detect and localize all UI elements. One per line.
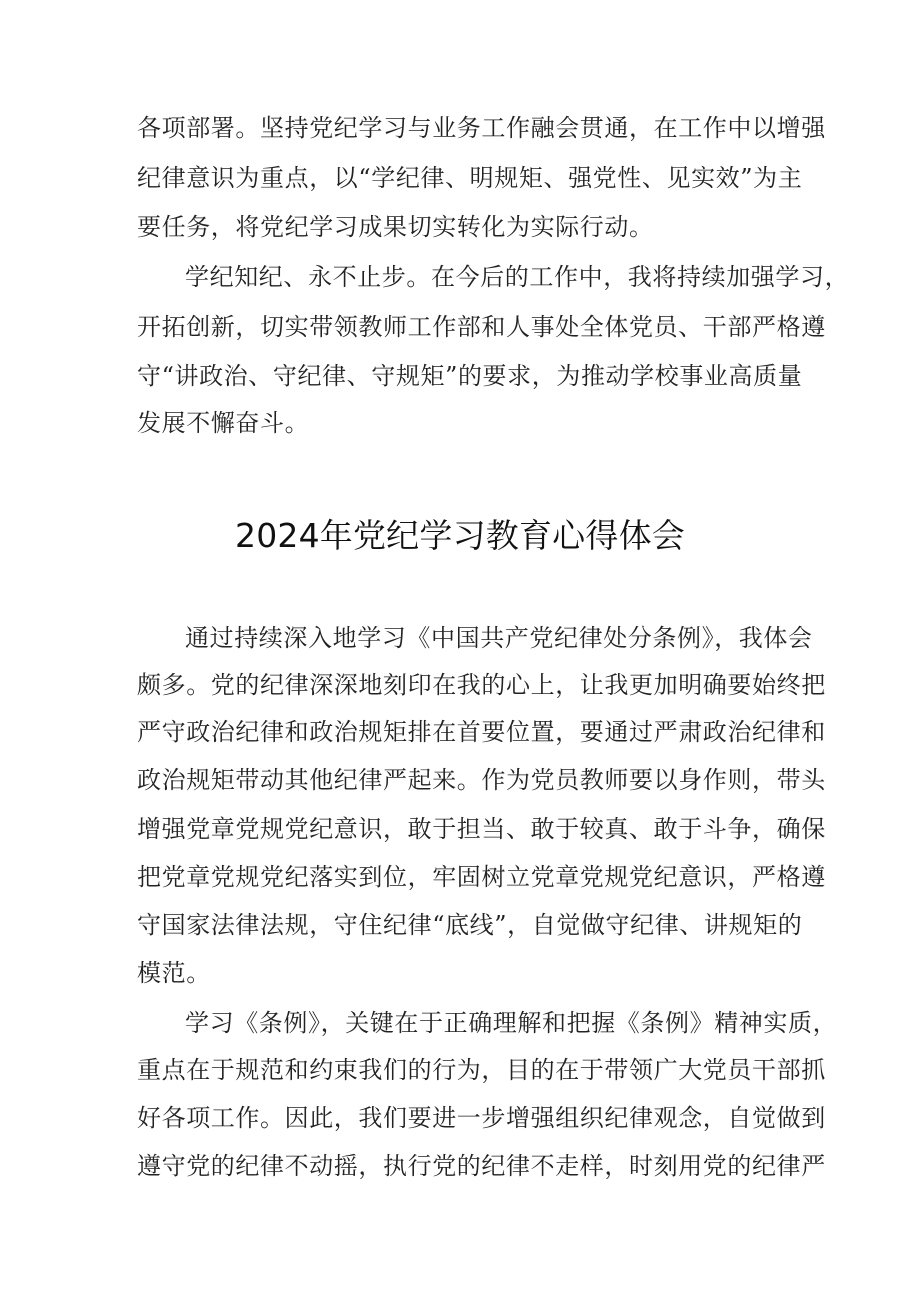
page-title: 2024年党纪学习教育心得体会 xyxy=(235,516,685,555)
text-line: 发展不懈奋斗。 xyxy=(137,409,310,437)
text-line: 好各项工作。因此，我们要进一步增强组织纪律观念，自觉做到 xyxy=(137,1104,826,1132)
text-line: 通过持续深入地学习《中国共产党纪律处分条例》，我体会 xyxy=(185,624,813,652)
text-line: 模范。 xyxy=(137,959,211,987)
text-line: 各项部署。坚持党纪学习与业务工作融会贯通，在工作中以增强 xyxy=(137,114,826,142)
text-line: 严守政治纪律和政治规矩排在首要位置，要通过严肃政治纪律和 xyxy=(137,718,826,746)
text-line: 守国家法律法规，守住纪律“底线”，自觉做守纪律、讲规矩的 xyxy=(137,911,803,939)
text-line: 守“讲政治、守纪律、守规矩”的要求，为推动学校事业高质量 xyxy=(137,362,803,390)
text-line: 学纪知纪、永不止步。在今后的工作中，我将持续加强学习， xyxy=(185,263,850,291)
text-line: 遵守党的纪律不动摇，执行党的纪律不走样，时刻用党的纪律严 xyxy=(137,1152,826,1180)
text-line: 政治规矩带动其他纪律严起来。作为党员教师要以身作则，带头 xyxy=(137,766,826,794)
text-line: 开拓创新，切实带领教师工作部和人事处全体党员、干部严格遵 xyxy=(137,313,826,341)
text-line: 把党章党规党纪落实到位，牢固树立党章党规党纪意识，严格遵 xyxy=(137,863,826,891)
text-line: 颇多。党的纪律深深地刻印在我的心上，让我更加明确要始终把 xyxy=(137,671,826,699)
text-line: 学习《条例》，关键在于正确理解和把握《条例》精神实质， xyxy=(185,1009,838,1037)
text-line: 要任务，将党纪学习成果切实转化为实际行动。 xyxy=(137,213,654,241)
text-line: 增强党章党规党纪意识，敢于担当、敢于较真、敢于斗争，确保 xyxy=(137,815,826,843)
text-line: 纪律意识为重点，以“学纪律、明规矩、强党性、见实效”为主 xyxy=(137,164,803,192)
text-line: 重点在于规范和约束我们的行为，目的在于带领广大党员干部抓 xyxy=(137,1056,826,1084)
